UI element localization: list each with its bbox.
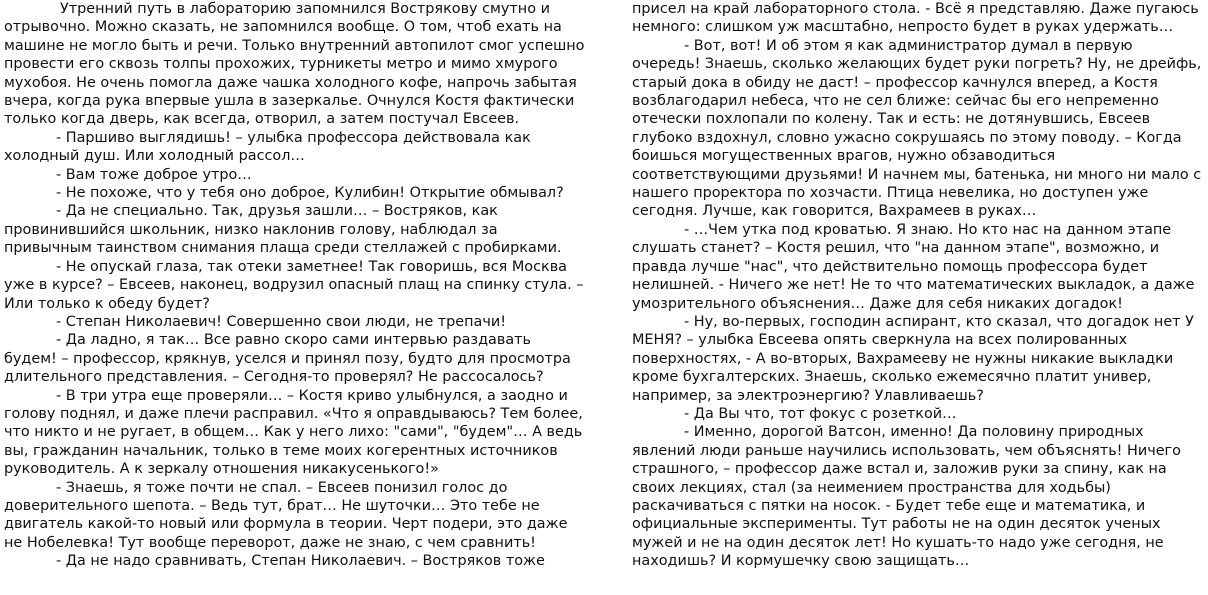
paragraph: - Знаешь, я тоже почти не спал. – Евсеев понизил голос до доверительного шепота. – Ведь тут, брат… Не шуточки… Это тебе не двигатель какой-то новый или формула в теории. Черт подери, это даже не Нобелевка! Тут вообще переворот, даже не знаю, с чем сравнить! <box>4 479 568 551</box>
paragraph: - Не опускай глаза, так отеки заметнее! Так говоришь, вся Москва уже в курсе? – Евсеев, наконец, водрузил опасный плащ на спинку стула. – Или только к обеду будет? <box>4 258 584 312</box>
paragraph: - Вот, вот! И об этом я как администратор думал в первую очередь! Знаешь, сколько желающих будет руки погреть? Ну, не дрейфь, старый дока в обиду не даст! – профессор качнулся вперед, а Костя возблагодарил небеса, что не сел ближе: сейчас бы его непременно отечески похлопали по колену. Так и есть: не дотянувшись, Евсеев глубоко вздохнул, словно ужасно сокрушаясь по этому поводу. – Когда боишься могущественных врагов, нужно обзаводиться соответствующими друзьями! И начнем мы, батенька, ни много ни мало с нашего проректора по хозчасти. Птица невелика, но доступен уже сегодня. Лучше, как говорится, Вахрамеев в руках… <box>632 37 1202 220</box>
paragraph: Утренний путь в лабораторию запомнился Вострякову смутно и отрывочно. Можно сказать, не запомнился вообще. О том, чтоб ехать на машине не могло быть и речи. Только внутренний автопилот смог успешно провести его сквозь толпы прохожих, турникеты метро и мимо хмурого мухобоя. Не очень помогла даже чашка холодного кофе, напрочь забытая вчера, когда рука впервые ушла в зазеркалье. Очнулся Костя фактически только когда дверь, как всегда, отворил, а затем постучал Евсеев. <box>4 1 585 128</box>
paragraph: - Не похоже, что у тебя оно доброе, Кулибин! Открытие обмывал? <box>56 185 564 202</box>
paragraph: - Паршиво выглядишь! – улыбка профессора действовала как холодный душ. Или холодный рассол… <box>4 129 531 165</box>
paragraph: - Именно, дорогой Ватсон, именно! Да половину природных явлений люди раньше научились использовать, чем объяснять! Ничего страшного, – профессор даже встал и, заложив руки за спину, как на своих лекциях, стал (за неимением пространства для ходьбы) раскачиваться с пятки на носок. - Будет тебе еще и математика, и официальные эксперименты. Тут работы не на один десяток ученых мужей и не на один десяток лет! Но кушать-то надо уже сегодня, не находишь? И кормушечку свою защищать… <box>632 424 1181 570</box>
paragraph: - Да ладно, я так… Все равно скоро сами интервью раздавать будем! – профессор, крякнув, уселся и принял позу, будто для просмотра длительного представления. – Сегодня-то проверял? Не рассосалось? <box>4 332 571 386</box>
paragraph: - Степан Николаевич! Совершенно свои люди, не трепачи! <box>56 313 506 330</box>
left-text-column <box>4 0 587 595</box>
right-text-column <box>632 0 1202 595</box>
paragraph: - Да Вы что, тот фокус с розеткой… <box>684 405 957 422</box>
paragraph: - В три утра еще проверяли… – Костя криво улыбнулся, а заодно и голову поднял, и даже плечи расправил. «Что я оправдываюсь? Тем более, что никто и не ругает, в общем… Как у него лихо: "сами", "будем"… А ведь вы, гражданин начальник, только в теме моих когерентных источников руководитель. А к зеркалу отношения никакусенького!» <box>4 387 583 478</box>
paragraph: - …Чем утка под кроватью. Я знаю. Но кто нас на данном этапе слушать станет? – Костя решил, что "на данном этапе", возможно, и правда лучше "нас", что действительно помощь профессора будет нелишней. - Ничего же нет! Не то что математических выкладок, а даже умозрительного объяснения… Даже для себя никаких догадок! <box>632 221 1195 312</box>
paragraph: - Вам тоже доброе утро… <box>56 166 252 183</box>
paragraph: - Да не надо сравнивать, Степан Николаевич. – Востряков тоже <box>56 553 545 570</box>
paragraph: - Да не специально. Так, друзья зашли… – Востряков, как провинившийся школьник, низко наклонив голову, наблюдал за привычным таинством снимания плаща среди стеллажей с пробирками. <box>4 203 562 257</box>
paragraph-continuation: присел на край лабораторного стола. - Всё я представляю. Даже пугаюсь немного: слишком уж масштабно, непросто будет в руках удержать… <box>632 1 1199 36</box>
paragraph: - Ну, во-первых, господин аспирант, кто сказал, что догадок нет У МЕНЯ? – улыбка Евсеева опять сверкнула на всех полированных поверхностях, - А во-вторых, Вахрамееву не нужны никакие выкладки кроме бухгалтерских. Знаешь, сколько ежемесячно платит универ, например, за электроэнергию? Улавливаешь? <box>632 313 1194 404</box>
